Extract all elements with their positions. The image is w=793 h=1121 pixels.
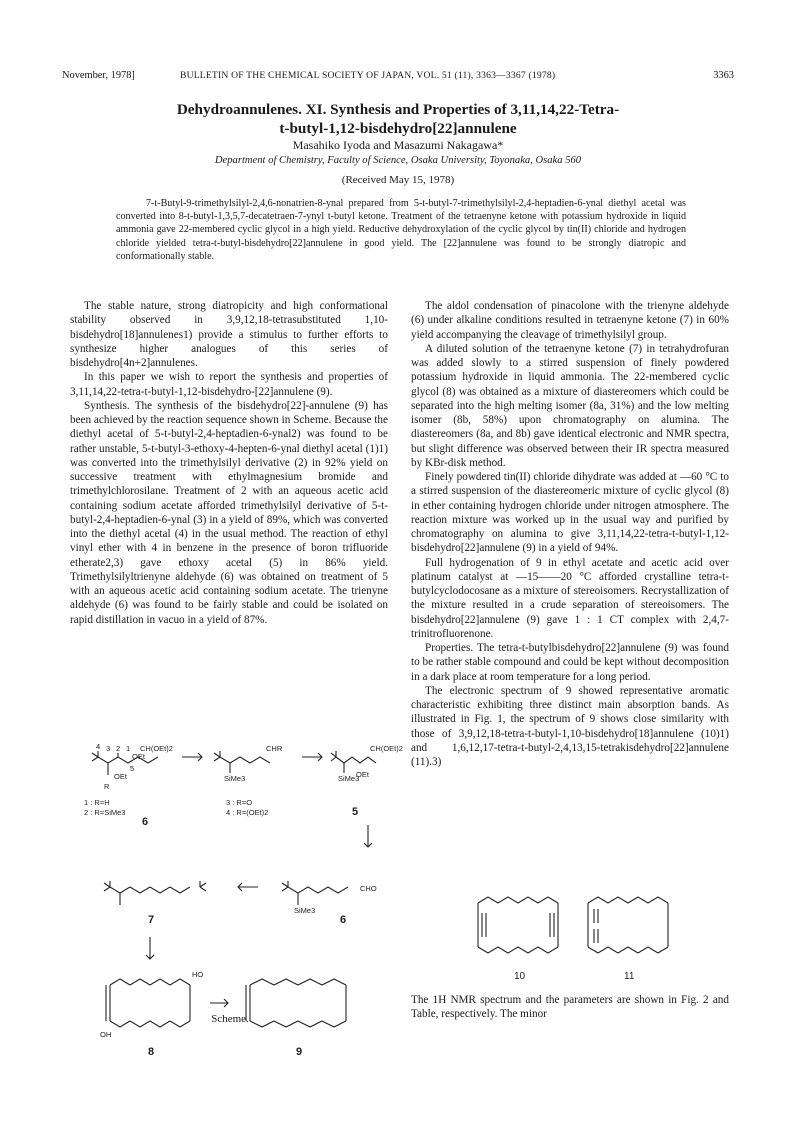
paragraph: Full hydrogenation of 9 in ethyl acetate and acetic acid over platinum catalyst at —15——20 °C afforded crystalline tetra-t-butylcyclodocosane as a mixture of stereoisomers. Recrystallization of the mixture resulted in a crude separation of stereoisomers. The bisdehydro[22]annulene (9) gave 1 : 1 CT complex with 2,4,7-trinitrofluorenone. bbox=[411, 556, 729, 640]
group-label: OH bbox=[100, 1030, 112, 1039]
locant-label: 1 bbox=[126, 744, 131, 753]
compound-note: 3 : R=O bbox=[226, 798, 253, 807]
compound-number: 8 bbox=[148, 1046, 155, 1058]
structures-10-11 bbox=[468, 883, 698, 983]
group-label: HO bbox=[192, 970, 204, 979]
locant-label: 2 bbox=[116, 744, 121, 753]
compound-note: 4 : R=(OEt)2 bbox=[226, 808, 269, 817]
group-label: CHO bbox=[360, 884, 377, 893]
compound-number: 7 bbox=[148, 914, 155, 926]
locant-label: 3 bbox=[106, 744, 111, 753]
affiliation: Department of Chemistry, Faculty of Science, Osaka University, Toyonaka, Osaka 560 bbox=[214, 155, 582, 166]
header-date: November, 1978] bbox=[62, 70, 135, 81]
paragraph: The aldol condensation of pinacolone with the trienyne aldehyde (6) under alkaline conditions resulted in tetraenyne ketone (7) in 60% yield accompanying the cleavage of trimethylsilyl group. bbox=[411, 300, 729, 341]
abstract: 7-t-Butyl-9-trimethylsilyl-2,4,6-nonatrien-8-ynal prepared from 5-t-butyl-7-trimethylsilyl-2,4-heptadien-6-ynal diethyl acetal was converted into 8-t-butyl-1,3,5,7-decatetraen-7-ynyl t-butyl ketone. Treatment of the tetraenyne ketone with potassium hydroxide in liquid ammonia gave 22-membered cyclic glycol in a high yield. Reductive dehydroxylation of the cyclic glycol by tin(II) chloride and hydrogen chloride yielded tetra-t-butyl-bisdehydro[22]annulene in good yield. The [22]annulene was found to be strongly diatropic and conformationally stable. bbox=[116, 198, 686, 262]
group-label: SiMe3 bbox=[224, 774, 246, 783]
paragraph: In this paper we wish to report the synthesis and properties of 3,11,14,22-tetra-t-butyl-1,12-bisdehydro-[22]annulene (9). bbox=[70, 371, 388, 398]
right-column bbox=[411, 299, 729, 769]
left-column bbox=[70, 299, 388, 627]
compound-note: 1 : R=H bbox=[84, 798, 110, 807]
compound-number: 9 bbox=[296, 1046, 303, 1058]
compound-number: 5 bbox=[352, 806, 359, 818]
group-label: SiMe3 bbox=[294, 906, 316, 915]
compound-number: 6 bbox=[142, 816, 149, 828]
header-journal: BULLETIN OF THE CHEMICAL SOCIETY OF JAPAN, VOL. 51 (11), 3363—3367 (1978) bbox=[180, 70, 556, 81]
group-label: R bbox=[104, 782, 110, 791]
locant-label: OEt bbox=[132, 752, 145, 761]
compound-number: 10 bbox=[514, 971, 526, 982]
group-label: SiMe3 bbox=[338, 774, 360, 783]
paragraph: Finely powdered tin(II) chloride dihydrate was added at —60 °C to a stirred suspension of the diastereomeric mixture of cyclic glycol (8) in ether containing hydrogen chloride under nitrogen atmosphere. The reaction mixture was worked up in the usual way and purified by chromatography on alumina to give 3,11,14,22-tetra-t-butyl-1,12-bisdehydro[22]annulene (9) in a yield of 94%. bbox=[411, 471, 729, 555]
paragraph-continuation: The 1H NMR spectrum and the parameters are shown in Fig. 2 and Table, respectively. The minor bbox=[411, 994, 729, 1021]
received-date: (Received May 15, 1978) bbox=[341, 174, 455, 186]
scheme-caption: Scheme. bbox=[211, 1013, 249, 1025]
paragraph: The electronic spectrum of 9 showed representative aromatic characteristic exhibiting three distinct main absorption bands. As illustrated in Fig. 1, the spectrum of 9 shows close similarity with those of 3,9,12,18-tetra-t-butyl-1,10-bisdehydro[18]annulene (10)1) and 1,6,12,17-tetra-t-butyl-2,4,13,15-tetrakisdehydro[22]annulene (11).3) bbox=[411, 684, 729, 768]
group-label: OEt bbox=[356, 770, 369, 779]
group-label: CH(OEt)2 bbox=[370, 744, 403, 753]
compound-number: 6 bbox=[340, 914, 347, 926]
group-label: CHR bbox=[266, 744, 283, 753]
group-label: CH(OEt)2 bbox=[140, 744, 173, 753]
paragraph: The stable nature, strong diatropicity and high conformational stability observed in 3,9,12,18-tetrasubstituted 1,10-bisdehydro[18]annulenes1) provide a stimulus to further efforts to synthesize higher analogues of this series of bisdehydro[4n+2]annulenes. bbox=[70, 300, 388, 369]
group-label: OEt bbox=[114, 772, 127, 781]
paragraph: Properties. The tetra-t-butylbisdehydro[22]annulene (9) was found to be rather stable compound and could be kept without decomposition in a dark place at room temperature for a long period. bbox=[411, 642, 729, 683]
paragraph: A diluted solution of the tetraenyne ketone (7) in tetrahydrofuran was added slowly to a stirred suspension of finely powdered potassium hydroxide in liquid ammonia. The 22-membered cyclic glycol (8) was obtained as a mixture of diastereomers which could be separated into the high melting isomer (8a, 31%) and the low melting isomer (8b, 58%) upon chromatography on alumina. The diastereomers (8a, and 8b) gave identical electronic and NMR spectra, but slight difference was observed between their IR spectra measured by KBr-disk method. bbox=[411, 342, 729, 469]
running-header bbox=[62, 70, 734, 86]
compound-note: 2 : R=SiMe3 bbox=[84, 808, 126, 817]
header-page-number: 3363 bbox=[713, 70, 734, 81]
paper-title: Dehydroannulenes. XI. Synthesis and Properties of 3,11,14,22-Tetra- t-butyl-1,12-bisdehydro[22]annulene bbox=[176, 101, 620, 137]
paragraph: Synthesis. The synthesis of the bisdehydro[22]-annulene (9) has been achieved by the reaction sequence shown in Scheme. Because the diethyl acetal of 5-t-butyl-2,4-heptadien-6-ynal2) was found to be rather unstable, 5-t-butyl-3-ethoxy-4-hepten-6-ynal diethyl acetal (1)1) was converted into the trimethylsilyl derivative (2) in 92% yield on successive treatment with ethylmagnesium bromide and trimethylchlorosilane. Treatment of 2 with an aqueous acetic acid containing sodium acetate afforded trimethylsilyl derivative of 5-t-butyl-2,4-heptadien-6-ynal (3) in a yield of 89%, which was converted into the diethyl acetal (4) in the usual method. The reaction of ethyl vinyl ether with 4 in benzene in the presence of boron trifluoride etherate2,3) gave ethoxy acetal (5) in 86% yield. Trimethylsilyltrienyne aldehyde (6) was obtained on treatment of 5 with an aqueous acetic acid containing sodium acetate. The trienyne aldehyde (6) was found to be fairly stable and could be isolated on rapid distillation in vacuo in a yield of 87%. bbox=[70, 399, 388, 626]
compound-number: 11 bbox=[624, 971, 635, 982]
locant-label: 5 bbox=[130, 764, 135, 773]
authors: Masahiko Iyoda and Masazumi Nakagawa* bbox=[292, 138, 504, 152]
locant-label: 4 bbox=[96, 742, 101, 751]
